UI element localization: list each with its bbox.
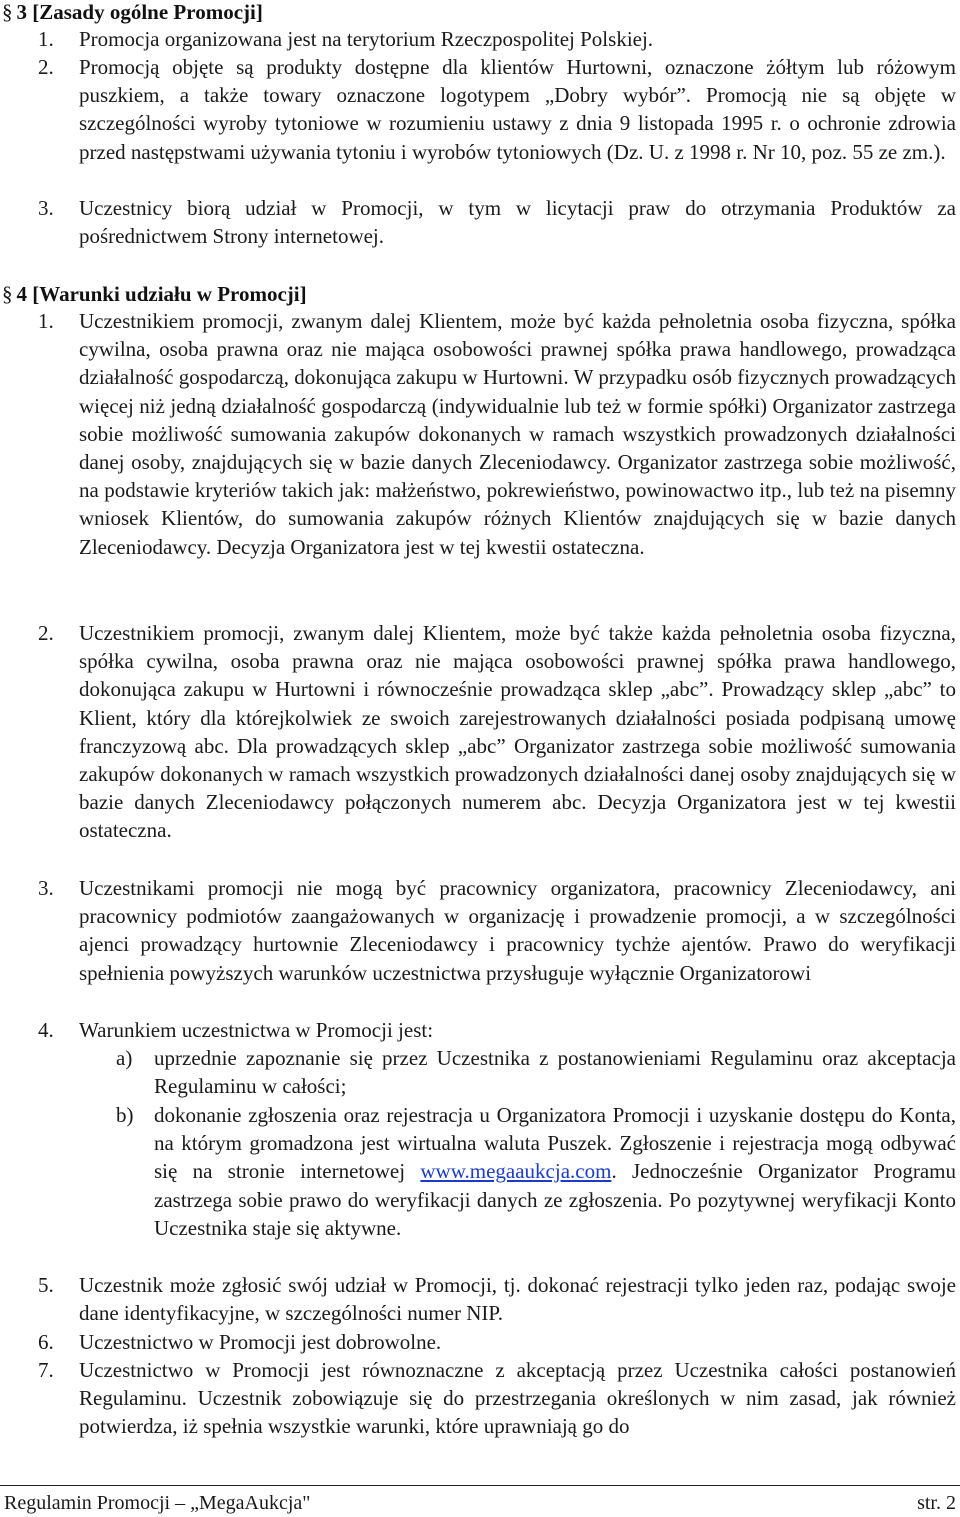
section-symbol: §: [2, 282, 13, 306]
list-item-text: Uczestnicy biorą udział w Promocji, w tym w licytacji praw do otrzymania Produktów za pośrednictwem Strony internetowej.: [79, 196, 956, 249]
sub-list-item: [0, 1101, 960, 1242]
footer-divider: [0, 1485, 960, 1486]
list-item: [0, 619, 960, 845]
list-item-text: Uczestnictwo w Promocji jest dobrowolne.: [79, 1330, 442, 1354]
list-item-text: Promocją objęte są produkty dostępne dla klientów Hurtowni, oznaczone żółtym lub różowym puszkiem, a także towary oznaczone logotypem „Dobry wybór”. Promocją nie są objęte w szczególności wyroby tytoniowe w rozumieniu ustawy z dnia 9 listopada 1995 r. o ochronie zdrowia przed następstwami używania tytoniu i wyrobów tytoniowych (Dz. U. z 1998 r. Nr 10, poz. 55 ze zm.).: [79, 55, 956, 164]
website-link[interactable]: www.megaaukcja.com: [420, 1159, 612, 1184]
list-item: [0, 53, 960, 166]
list-item-number: 1.: [38, 309, 54, 333]
section-4-title: 4 [Warunki udziału w Promocji]: [16, 282, 307, 306]
list-item-text: Promocja organizowana jest na terytorium Rzeczpospolitej Polskiej.: [79, 27, 654, 51]
section-symbol: §: [2, 0, 13, 24]
list-item-number: 3.: [38, 876, 54, 900]
list-item-number: 7.: [38, 1358, 54, 1382]
list-item: [0, 1016, 960, 1044]
footer-document-title: Regulamin Promocji – „MegaAukcja": [4, 1492, 311, 1514]
list-item: [0, 194, 960, 250]
list-item: [0, 1328, 960, 1356]
list-item: [0, 25, 960, 53]
section-3-title: 3 [Zasady ogólne Promocji]: [16, 0, 263, 24]
list-item-text: Warunkiem uczestnictwa w Promocji jest:: [79, 1018, 434, 1042]
list-item: [0, 1271, 960, 1327]
list-item-number: 1.: [38, 27, 54, 51]
list-item-number: 2.: [38, 621, 54, 645]
sub-list-item-text-start: dokonanie zgłoszenia oraz rejestracja u Organizatora Promocji i uzyskanie dostępu do Konta, na którym gromadzona jest wirtualna waluta Puszek. Zgłoszenie i rejestracja mogą odbywać się na stronie internetowej: [154, 1103, 956, 1184]
sub-list-item-text: [154, 1101, 956, 1242]
sub-list-item-letter: b): [116, 1103, 134, 1127]
list-item-text: Uczestnikami promocji nie mogą być pracownicy organizatora, pracownicy Zleceniodawcy, ani pracownicy podmiotów zaangażowanych w organizację i prowadzenie promocji, a w szczególności ajenci prowadzący hurtownie Zleceniodawcy i pracownicy tychże ajentów. Prawo do weryfikacji spełnienia powyższych warunków uczestnictwa przysługuje wyłącznie Organizatorowi: [79, 876, 956, 985]
list-item-text: Uczestnik może zgłosić swój udział w Promocji, tj. dokonać rejestracji tylko jeden raz, podając swoje dane identyfikacyjne, w szczególności numer NIP.: [79, 1273, 956, 1326]
list-item-number: 2.: [38, 55, 54, 79]
list-item-number: 3.: [38, 196, 54, 220]
list-item-text: Uczestnikiem promocji, zwanym dalej Klientem, może być każda pełnoletnia osoba fizyczna, spółka cywilna, osoba prawna oraz nie mająca osobowości prawnej spółka prawa handlowego, prowadząca działalność gospodarczą, dokonująca zakupu w Hurtowni. W przypadku osób fizycznych prowadzących więcej niż jedną działalność gospodarczą (indywidualnie lub też w formie spółki) Organizator zastrzega sobie możliwość sumowania zakupów dokonanych w ramach wszystkich prowadzonych działalności danej osoby, znajdujących się w bazie danych Zleceniodawcy. Organizator zastrzega sobie możliwość, na podstawie kryteriów takich jak: małżeństwo, pokrewieństwo, powinowactwo itp., lub też na pisemny wniosek Klientów, do sumowania zakupów różnych Klientów znajdujących się w bazie danych Zleceniodawcy. Decyzja Organizatora jest w tej kwestii ostateczna.: [79, 309, 956, 559]
list-item-text: Uczestnictwo w Promocji jest równoznaczne z akceptacją przez Uczestnika całości postanowień Regulaminu. Uczestnik zobowiązuje się do przestrzegania określonych w nim zasad, jak również potwierdza, iż spełnia wszystkie warunki, które uprawniają go do: [79, 1358, 956, 1439]
section-3-heading: [2, 0, 263, 24]
list-item: [0, 874, 960, 987]
list-item-text: Uczestnikiem promocji, zwanym dalej Klientem, może być także każda pełnoletnia osoba fizyczna, spółka cywilna, osoba prawna oraz nie mająca osobowości prawnej spółka prawa handlowego, dokonująca zakupu w Hurtowni i równocześnie prowadząca sklep „abc”. Prowadzący sklep „abc” to Klient, który dla którejkolwiek ze swoich zarejestrowanych działalności posiada podpisaną umowę franczyzową abc. Dla prowadzących sklep „abc” Organizator zastrzega sobie możliwość sumowania zakupów dokonanych w ramach wszystkich prowadzonych działalności danej osoby znajdujących się w bazie danych Zleceniodawcy połączonych numerem abc. Decyzja Organizatora jest w tej kwestii ostateczna.: [79, 621, 956, 843]
sub-list-item-text: uprzednie zapoznanie się przez Uczestnika z postanowieniami Regulaminu oraz akceptacja Regulaminu w całości;: [154, 1046, 956, 1099]
section-4-heading: [2, 282, 307, 306]
sub-list-item-text-end: . Jednocześnie Organizator Programu zastrzega sobie prawo do weryfikacji danych ze zgłoszenia. Po pozytywnej weryfikacji Konto Uczestnika staje się aktywne.: [154, 1159, 957, 1240]
list-item-number: 6.: [38, 1330, 54, 1354]
list-item-number: 5.: [38, 1273, 54, 1297]
list-item: [0, 1356, 960, 1441]
list-item-number: 4.: [38, 1018, 54, 1042]
sub-list-item-letter: a): [116, 1046, 133, 1070]
page-number: str. 2: [917, 1492, 956, 1514]
sub-list-item: [0, 1044, 960, 1100]
list-item: [0, 307, 960, 561]
